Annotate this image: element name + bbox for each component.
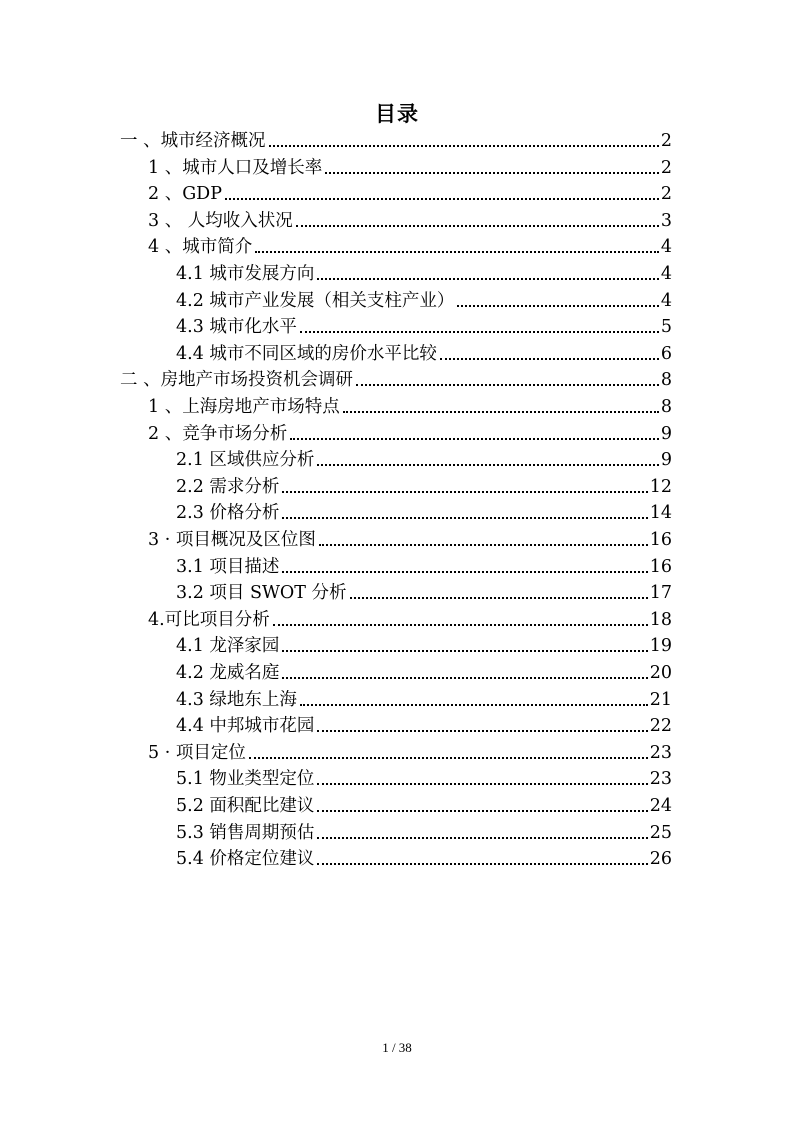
toc-entry-label: 5.2 面积配比建议 xyxy=(176,796,315,816)
toc-entry-page-number: 16 xyxy=(649,530,672,550)
toc-entry[interactable] xyxy=(148,205,672,231)
toc-entry-page-number: 26 xyxy=(649,849,672,870)
toc-dot-leader xyxy=(317,264,658,280)
toc-dot-leader xyxy=(282,663,647,679)
toc-dot-leader xyxy=(343,397,659,413)
toc-entry[interactable] xyxy=(176,497,672,523)
toc-entry-page-number: 12 xyxy=(649,476,672,497)
toc-entry-page-number: 18 xyxy=(649,609,672,630)
toc-entry-label: 1 、上海房地产市场特点 xyxy=(148,397,340,417)
toc-entry[interactable] xyxy=(148,231,672,257)
toc-entry-label: 4.可比项目分析 xyxy=(148,609,270,630)
toc-entry[interactable] xyxy=(176,843,672,869)
toc-dot-leader xyxy=(317,796,647,812)
toc-entry[interactable] xyxy=(176,551,672,577)
toc-entry-label: 3 、 人均收入状况 xyxy=(148,210,293,231)
toc-entry-label: 4.2 城市产业发展（相关支柱产业） xyxy=(176,290,455,311)
toc-entry-page-number: 4 xyxy=(660,290,672,311)
toc-dot-leader xyxy=(317,823,647,839)
toc-dot-leader xyxy=(225,184,659,200)
toc-entry-page-number: 23 xyxy=(649,742,672,763)
toc-entry-page-number: 24 xyxy=(649,796,672,816)
toc-entry-label: 4.2 龙威名庭 xyxy=(176,663,280,683)
toc-dot-leader xyxy=(249,743,648,759)
toc-entry-page-number: 4 xyxy=(660,237,672,258)
toc-entry-label: 2 、GDP xyxy=(148,184,222,205)
toc-entry[interactable] xyxy=(148,391,672,417)
toc-entry[interactable] xyxy=(176,763,672,789)
toc-entry-label: 5.3 销售周期预估 xyxy=(176,822,315,843)
toc-entry-label: 一 、城市经济概况 xyxy=(120,131,266,151)
toc-entry[interactable] xyxy=(176,285,672,311)
toc-dot-leader xyxy=(290,424,659,440)
toc-entry-label: 2.3 价格分析 xyxy=(176,503,280,524)
toc-entry-page-number: 8 xyxy=(660,397,672,417)
toc-entry-page-number: 16 xyxy=(649,556,672,577)
toc-entry[interactable] xyxy=(176,657,672,683)
toc-dot-leader xyxy=(300,690,648,706)
toc-entry-label: 2 、竞争市场分析 xyxy=(148,423,288,444)
toc-entry-page-number: 9 xyxy=(660,423,672,444)
toc-entry-label: 4.3 绿地东上海 xyxy=(176,689,297,710)
toc-entry-label: 二 、房地产市场投资机会调研 xyxy=(120,370,354,391)
toc-entry-page-number: 22 xyxy=(649,716,672,737)
toc-entry-label: 3 · 项目概况及区位图 xyxy=(148,530,316,550)
toc-dot-leader xyxy=(282,557,647,573)
toc-entry-label: 4 、城市简介 xyxy=(148,237,253,258)
toc-entry-label: 2.2 需求分析 xyxy=(176,476,280,497)
toc-entry[interactable] xyxy=(120,364,672,390)
toc-entry[interactable] xyxy=(176,471,672,497)
toc-entry-label: 2.1 区域供应分析 xyxy=(176,450,315,471)
toc-entry[interactable] xyxy=(176,311,672,337)
toc-entry-page-number: 5 xyxy=(660,317,672,338)
toc-dot-leader xyxy=(457,291,658,307)
toc-entry[interactable] xyxy=(148,418,672,444)
toc-dot-leader xyxy=(319,530,648,546)
toc-dot-leader xyxy=(282,477,647,493)
toc-title: 目录 xyxy=(375,101,419,126)
toc-entry[interactable] xyxy=(176,338,672,364)
toc-entry[interactable] xyxy=(148,152,672,178)
toc-entry[interactable] xyxy=(176,630,672,656)
toc-dot-leader xyxy=(317,716,647,732)
toc-dot-leader xyxy=(300,317,659,333)
toc-dot-leader xyxy=(255,237,659,253)
toc-entry-page-number: 20 xyxy=(649,663,672,683)
toc-entry-label: 4.4 城市不同区域的房价水平比较 xyxy=(176,343,437,364)
toc-entry-label: 5.4 价格定位建议 xyxy=(176,849,315,870)
toc-entry[interactable] xyxy=(148,604,672,630)
toc-entry-page-number: 21 xyxy=(649,689,672,710)
toc-entry[interactable] xyxy=(120,125,672,151)
toc-dot-leader xyxy=(296,211,659,227)
page-footer: 1 / 38 xyxy=(382,1040,412,1055)
toc-entry[interactable] xyxy=(176,817,672,843)
toc-entry-page-number: 14 xyxy=(649,503,672,524)
toc-entry[interactable] xyxy=(176,444,672,470)
toc-dot-leader xyxy=(350,583,648,599)
toc-entry-page-number: 25 xyxy=(649,822,672,843)
toc-entry-label: 5 · 项目定位 xyxy=(148,742,246,763)
toc-entry-page-number: 3 xyxy=(660,210,672,231)
toc-dot-leader xyxy=(282,503,647,519)
toc-entry-page-number: 6 xyxy=(660,343,672,364)
toc-entry-label: 1 、城市人口及增长率 xyxy=(148,157,323,178)
toc-dot-leader xyxy=(325,158,659,174)
toc-entry-label: 4.4 中邦城市花园 xyxy=(176,716,315,737)
toc-entry[interactable] xyxy=(148,737,672,763)
toc-dot-leader xyxy=(317,450,658,466)
toc-entry[interactable] xyxy=(176,577,672,603)
toc-entry-label: 3.2 项目 SWOT 分析 xyxy=(176,583,347,604)
toc-entry-page-number: 17 xyxy=(649,583,672,604)
toc-entry[interactable] xyxy=(148,178,672,204)
toc-entry-page-number: 23 xyxy=(649,769,672,790)
toc-entry-label: 4.1 龙泽家园 xyxy=(176,636,280,657)
toc-entry-label: 4.1 城市发展方向 xyxy=(176,264,315,284)
toc-entry-label: 3.1 项目描述 xyxy=(176,556,280,577)
toc-dot-leader xyxy=(440,344,659,360)
toc-entry-label: 5.1 物业类型定位 xyxy=(176,769,315,790)
toc-entry-page-number: 2 xyxy=(660,131,672,151)
toc-dot-leader xyxy=(317,769,647,785)
toc-dot-leader xyxy=(282,636,647,652)
toc-entry-page-number: 9 xyxy=(660,450,672,471)
toc-dot-leader xyxy=(317,849,647,865)
toc-entry-page-number: 2 xyxy=(660,157,672,178)
toc-entry-page-number: 8 xyxy=(660,370,672,391)
toc-dot-leader xyxy=(273,610,648,626)
toc-entry-page-number: 4 xyxy=(660,264,672,284)
toc-dot-leader xyxy=(269,131,659,147)
toc-entry[interactable] xyxy=(176,710,672,736)
toc-entry[interactable] xyxy=(148,524,672,550)
toc-entry[interactable] xyxy=(176,790,672,816)
toc-entry[interactable] xyxy=(176,684,672,710)
toc-entry-page-number: 2 xyxy=(660,184,672,205)
toc-entry-page-number: 19 xyxy=(649,636,672,657)
toc-dot-leader xyxy=(356,370,659,386)
toc-entry[interactable] xyxy=(176,258,672,284)
toc-entry-label: 4.3 城市化水平 xyxy=(176,317,297,338)
